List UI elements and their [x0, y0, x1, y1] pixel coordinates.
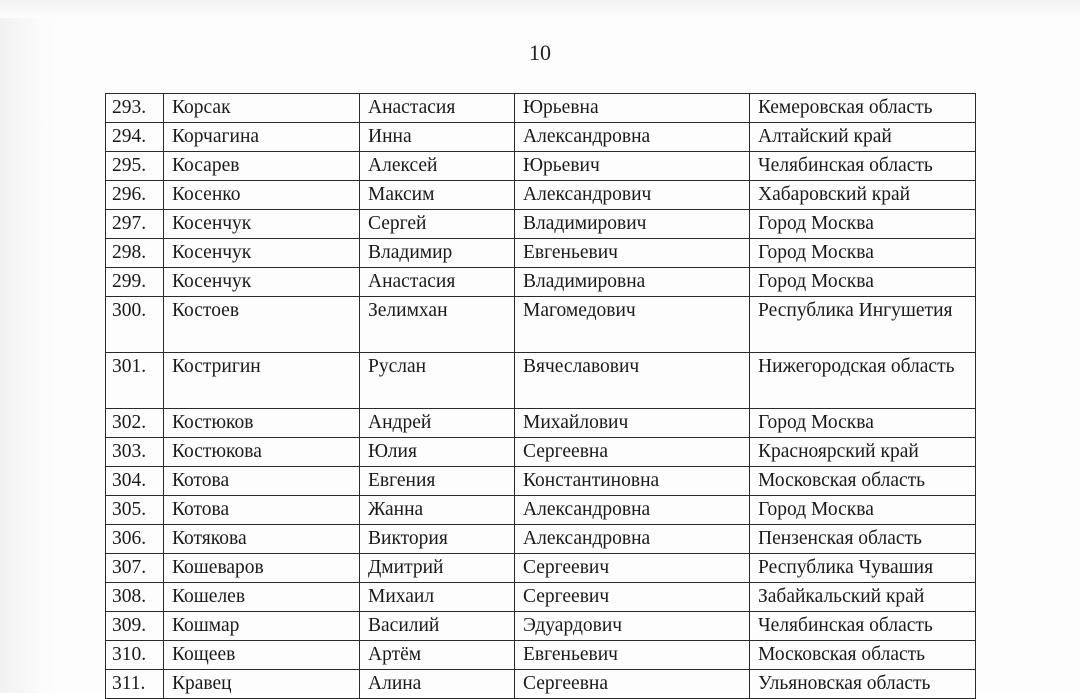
row-number: 295.: [106, 152, 164, 181]
surname-cell: Котова: [164, 467, 360, 496]
surname-cell: Котякова: [164, 525, 360, 554]
region-cell: Город Москва: [750, 268, 976, 297]
region-cell: Пензенская область: [750, 525, 976, 554]
patronymic-cell: Владимировна: [515, 268, 750, 297]
table-row: [106, 239, 976, 268]
first-name-cell: Дмитрий: [360, 554, 515, 583]
patronymic-cell: Сергеевна: [515, 438, 750, 467]
surname-cell: Кощеев: [164, 641, 360, 670]
patronymic-cell: Юрьевна: [515, 94, 750, 123]
region-cell: Республика Ингушетия: [750, 297, 976, 353]
patronymic-cell: Михайлович: [515, 409, 750, 438]
patronymic-cell: Александрович: [515, 181, 750, 210]
region-cell: Забайкальский край: [750, 583, 976, 612]
region-cell: Кемеровская область: [750, 94, 976, 123]
first-name-cell: Андрей: [360, 409, 515, 438]
patronymic-cell: Сергеевич: [515, 583, 750, 612]
region-cell: Хабаровский край: [750, 181, 976, 210]
surname-cell: Костригин: [164, 353, 360, 409]
first-name-cell: Артём: [360, 641, 515, 670]
first-name-cell: Виктория: [360, 525, 515, 554]
patronymic-cell: Эдуардович: [515, 612, 750, 641]
region-cell: Челябинская область: [750, 152, 976, 181]
first-name-cell: Максим: [360, 181, 515, 210]
first-name-cell: Алина: [360, 670, 515, 699]
first-name-cell: Зелимхан: [360, 297, 515, 353]
row-number: 303.: [106, 438, 164, 467]
table-row: [106, 353, 976, 409]
table-row: [106, 554, 976, 583]
row-number: 296.: [106, 181, 164, 210]
surname-cell: Косенчук: [164, 210, 360, 239]
row-number: 293.: [106, 94, 164, 123]
row-number: 307.: [106, 554, 164, 583]
surname-cell: Костоев: [164, 297, 360, 353]
patronymic-cell: Александровна: [515, 123, 750, 152]
region-cell: Челябинская область: [750, 612, 976, 641]
surname-cell: Косенчук: [164, 268, 360, 297]
first-name-cell: Михаил: [360, 583, 515, 612]
patronymic-cell: Александровна: [515, 525, 750, 554]
table-row: [106, 641, 976, 670]
table-row: [106, 210, 976, 239]
row-number: 300.: [106, 297, 164, 353]
row-number: 294.: [106, 123, 164, 152]
row-number: 302.: [106, 409, 164, 438]
first-name-cell: Инна: [360, 123, 515, 152]
surname-cell: Корсак: [164, 94, 360, 123]
patronymic-cell: Владимирович: [515, 210, 750, 239]
surname-cell: Кошелев: [164, 583, 360, 612]
region-cell: Ульяновская область: [750, 670, 976, 699]
roster-table: [105, 93, 976, 699]
region-cell: Город Москва: [750, 496, 976, 525]
table-row: [106, 670, 976, 699]
surname-cell: Костюков: [164, 409, 360, 438]
surname-cell: Корчагина: [164, 123, 360, 152]
table-row: [106, 94, 976, 123]
patronymic-cell: Константиновна: [515, 467, 750, 496]
first-name-cell: Анастасия: [360, 94, 515, 123]
row-number: 299.: [106, 268, 164, 297]
row-number: 310.: [106, 641, 164, 670]
row-number: 308.: [106, 583, 164, 612]
roster-body: [106, 94, 976, 699]
table-row: [106, 612, 976, 641]
table-row: [106, 438, 976, 467]
surname-cell: Косенко: [164, 181, 360, 210]
page-number: 10: [529, 40, 551, 65]
table-row: [106, 297, 976, 353]
region-cell: Московская область: [750, 467, 976, 496]
row-number: 298.: [106, 239, 164, 268]
table-row: [106, 496, 976, 525]
patronymic-cell: Юрьевич: [515, 152, 750, 181]
table-row: [106, 123, 976, 152]
first-name-cell: Василий: [360, 612, 515, 641]
scan-shadow-top: [0, 0, 1080, 18]
table-row: [106, 467, 976, 496]
first-name-cell: Сергей: [360, 210, 515, 239]
surname-cell: Костюкова: [164, 438, 360, 467]
patronymic-cell: Евгеньевич: [515, 641, 750, 670]
first-name-cell: Юлия: [360, 438, 515, 467]
row-number: 304.: [106, 467, 164, 496]
first-name-cell: Жанна: [360, 496, 515, 525]
patronymic-cell: Евгеньевич: [515, 239, 750, 268]
surname-cell: Кошмар: [164, 612, 360, 641]
table-row: [106, 268, 976, 297]
row-number: 309.: [106, 612, 164, 641]
row-number: 301.: [106, 353, 164, 409]
patronymic-cell: Магомедович: [515, 297, 750, 353]
table-row: [106, 181, 976, 210]
patronymic-cell: Александровна: [515, 496, 750, 525]
surname-cell: Кошеваров: [164, 554, 360, 583]
first-name-cell: Анастасия: [360, 268, 515, 297]
region-cell: Московская область: [750, 641, 976, 670]
surname-cell: Косенчук: [164, 239, 360, 268]
region-cell: Город Москва: [750, 409, 976, 438]
surname-cell: Котова: [164, 496, 360, 525]
row-number: 306.: [106, 525, 164, 554]
region-cell: Нижегородская область: [750, 353, 976, 409]
patronymic-cell: Вячеславович: [515, 353, 750, 409]
region-cell: Город Москва: [750, 239, 976, 268]
table-row: [106, 525, 976, 554]
patronymic-cell: Сергеевна: [515, 670, 750, 699]
region-cell: Алтайский край: [750, 123, 976, 152]
patronymic-cell: Сергеевич: [515, 554, 750, 583]
table-row: [106, 583, 976, 612]
scan-shadow: [0, 0, 56, 693]
region-cell: Красноярский край: [750, 438, 976, 467]
row-number: 297.: [106, 210, 164, 239]
table-row: [106, 409, 976, 438]
first-name-cell: Алексей: [360, 152, 515, 181]
table-row: [106, 152, 976, 181]
region-cell: Город Москва: [750, 210, 976, 239]
first-name-cell: Владимир: [360, 239, 515, 268]
region-cell: Республика Чувашия: [750, 554, 976, 583]
row-number: 311.: [106, 670, 164, 699]
surname-cell: Кравец: [164, 670, 360, 699]
first-name-cell: Евгения: [360, 467, 515, 496]
surname-cell: Косарев: [164, 152, 360, 181]
first-name-cell: Руслан: [360, 353, 515, 409]
row-number: 305.: [106, 496, 164, 525]
